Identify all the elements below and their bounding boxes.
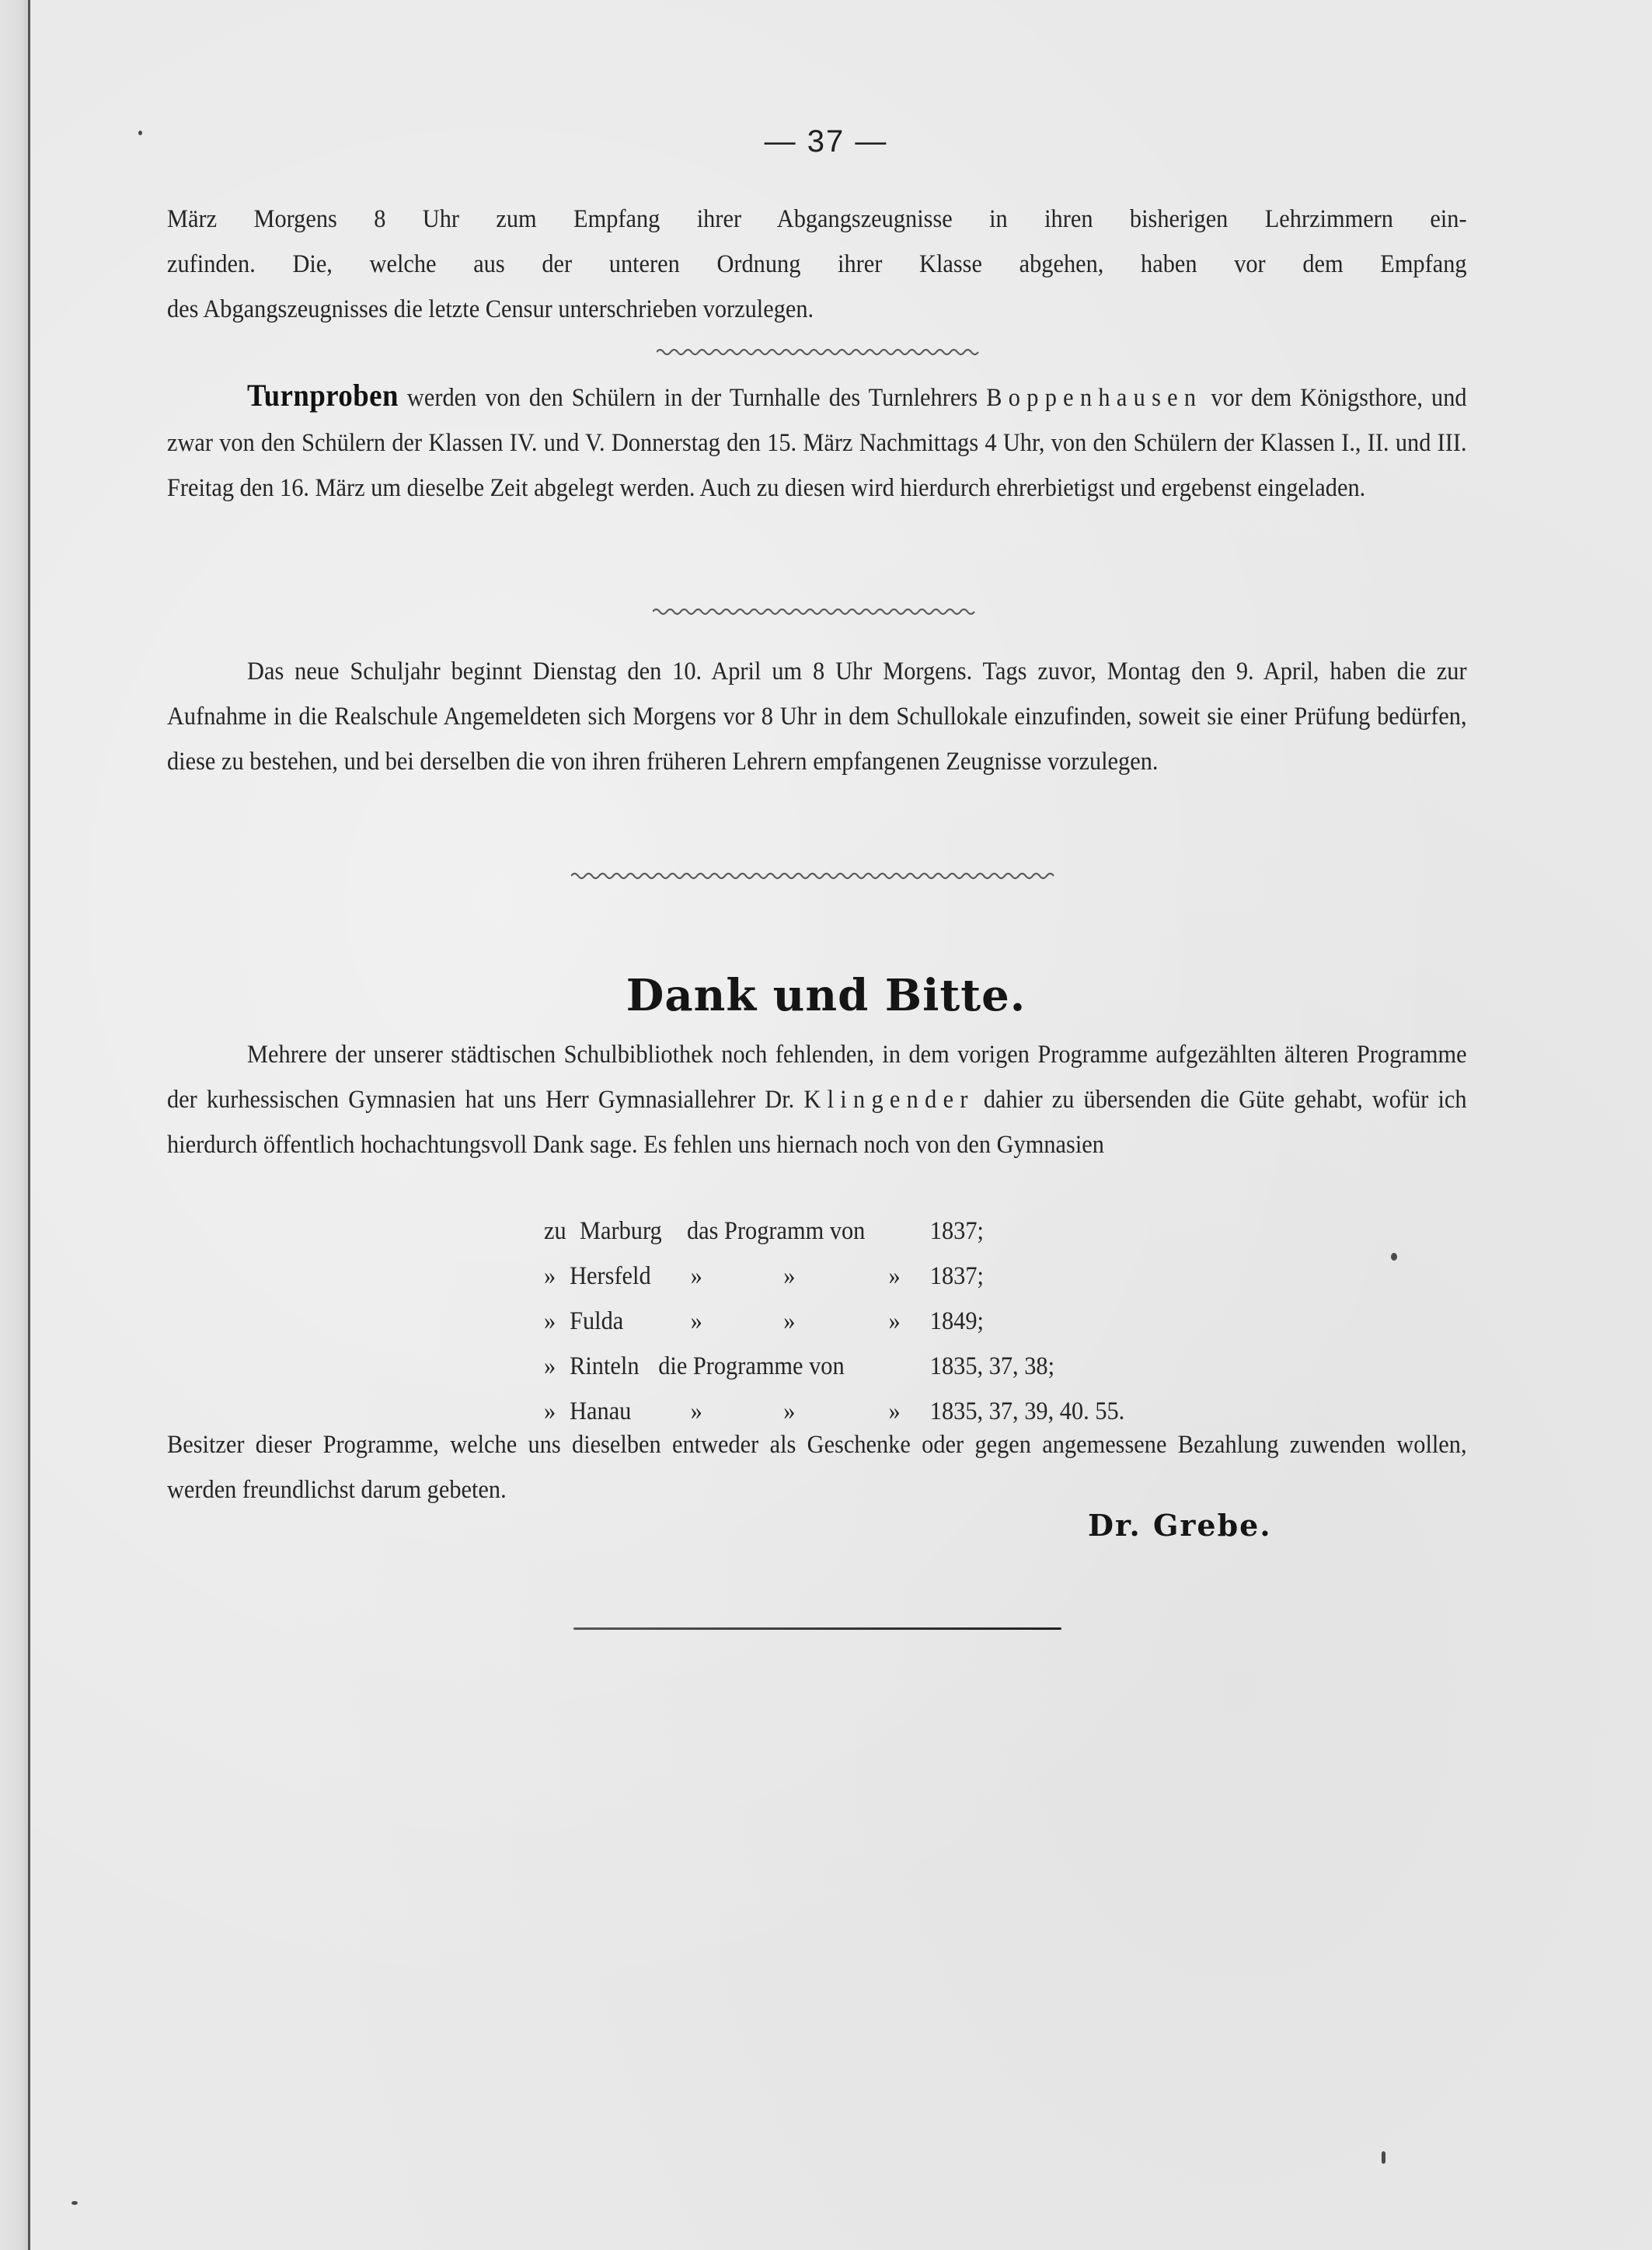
list-place: Hanau — [570, 1397, 632, 1425]
wavy-line-icon — [657, 347, 979, 358]
list-years: 1835, 37, 38; — [929, 1352, 1055, 1380]
paper-speck — [71, 2201, 78, 2205]
turnproben-text-2: vor dem Königsthore, und zwar von den Schülern der Klassen IV. und V. Donnerstag den 15. März Nachmittags 4 Uhr, von den Schülern der Klassen I., II. und III. Freitag den 16. März um dieselbe Zeit abgelegt werden. Auch zu diesen wird hierdurch ehrerbietigst und ergebenst eingeladen. — [167, 384, 1467, 502]
ditto-mark: » — [690, 1307, 702, 1335]
wavy-separator-3 — [571, 870, 1057, 881]
ditto-mark: » — [783, 1307, 796, 1335]
list-place: Marburg — [580, 1217, 662, 1245]
list-prefix: zu — [544, 1217, 566, 1245]
paper-speck — [1382, 2151, 1385, 2164]
ditto-mark: » — [544, 1262, 556, 1290]
ditto-mark: » — [888, 1397, 901, 1425]
binding-edge-line — [28, 0, 30, 2250]
turnproben-paragraph — [167, 373, 1467, 511]
ditto-mark: » — [783, 1397, 796, 1425]
intro-line-2: zufinden. Die, welche aus der unteren Ordnung ihrer Klasse abgehen, haben vor dem Empfang — [167, 250, 1467, 278]
list-years: 1837; — [929, 1262, 984, 1290]
list-place: Rinteln — [570, 1352, 640, 1380]
paper-speck — [138, 131, 142, 135]
list-years: 1835, 37, 39, 40. 55. — [929, 1397, 1125, 1425]
ditto-mark: » — [888, 1262, 901, 1290]
turnlehrer-name: Boppenhausen — [986, 384, 1203, 412]
ditto-mark: » — [888, 1307, 901, 1335]
turnproben-text-1: werden von den Schülern in der Turnhalle des Turnlehrers — [398, 384, 987, 412]
paper-speck — [1391, 1253, 1397, 1261]
closing-text: Besitzer dieser Programme, welche uns dieselben entweder als Geschenke oder gegen angemessene Bezahlung zuwenden wollen, werden freundlichst darum gebeten. — [167, 1431, 1467, 1504]
dank-text-2: dahier zu übersenden die Güte gehabt, wofür ich hierdurch öffentlich hochachtungsvoll Dank sage. Es fehlen uns hiernach noch von den Gymnasien — [167, 1086, 1467, 1159]
section-heading-dank-und-bitte: Dank und Bitte. — [626, 970, 1026, 1021]
turnproben-lead: Turnproben — [247, 378, 399, 413]
wavy-line-icon — [571, 870, 1057, 881]
intro-line-3: des Abgangszeugnisses die letzte Censur unterschrieben vorzulegen. — [167, 295, 814, 323]
schuljahr-text: Das neue Schuljahr beginnt Dienstag den 10. April um 8 Uhr Morgens. Tags zuvor, Montag den 9. April, haben die zur Aufnahme in die Realschule Angemeldeten sich Morgens vor 8 Uhr in dem Schullokale einzufinden, soweit sie einer Prüfung bedürfen, diese zu bestehen, und bei derselben die von ihren früheren Lehrern empfangenen Zeugnisse vorzulegen. — [167, 658, 1467, 776]
dank-paragraph — [167, 1032, 1467, 1167]
wavy-separator-2 — [653, 606, 975, 617]
binding-gutter — [0, 0, 28, 2250]
ditto-mark: » — [783, 1262, 796, 1290]
page-number: — 37 — — [764, 124, 888, 159]
list-years: 1837; — [929, 1217, 984, 1245]
ditto-mark: » — [690, 1397, 702, 1425]
ditto-mark: » — [544, 1352, 556, 1380]
list-years: 1849; — [929, 1307, 984, 1335]
signature: Dr. Grebe. — [1088, 1508, 1272, 1543]
list-place: Hersfeld — [570, 1262, 651, 1290]
list-place: Fulda — [570, 1307, 624, 1335]
donor-name: Klingender — [803, 1086, 974, 1114]
list-middle: die Programme von — [658, 1352, 845, 1380]
ditto-mark: » — [690, 1262, 702, 1290]
list-middle: das Programm von — [687, 1217, 866, 1245]
ditto-mark: » — [544, 1397, 556, 1425]
schuljahr-paragraph — [167, 649, 1467, 784]
wavy-line-icon — [653, 606, 975, 617]
intro-paragraph — [167, 197, 1467, 332]
intro-line-1: März Morgens 8 Uhr zum Empfang ihrer Abgangszeugnisse in ihren bisherigen Lehrzimmern ein- — [167, 205, 1467, 233]
wavy-separator-1 — [657, 347, 979, 358]
closing-paragraph — [167, 1422, 1467, 1512]
end-rule — [573, 1627, 1061, 1630]
dank-text-1: Mehrere der unserer städtischen Schulbibliothek noch fehlenden, in dem vorigen Programme aufgezählten älteren Programme der kurhessischen Gymnasien hat uns Herr Gymnasiallehrer Dr. — [167, 1041, 1467, 1114]
ditto-mark: » — [544, 1307, 556, 1335]
